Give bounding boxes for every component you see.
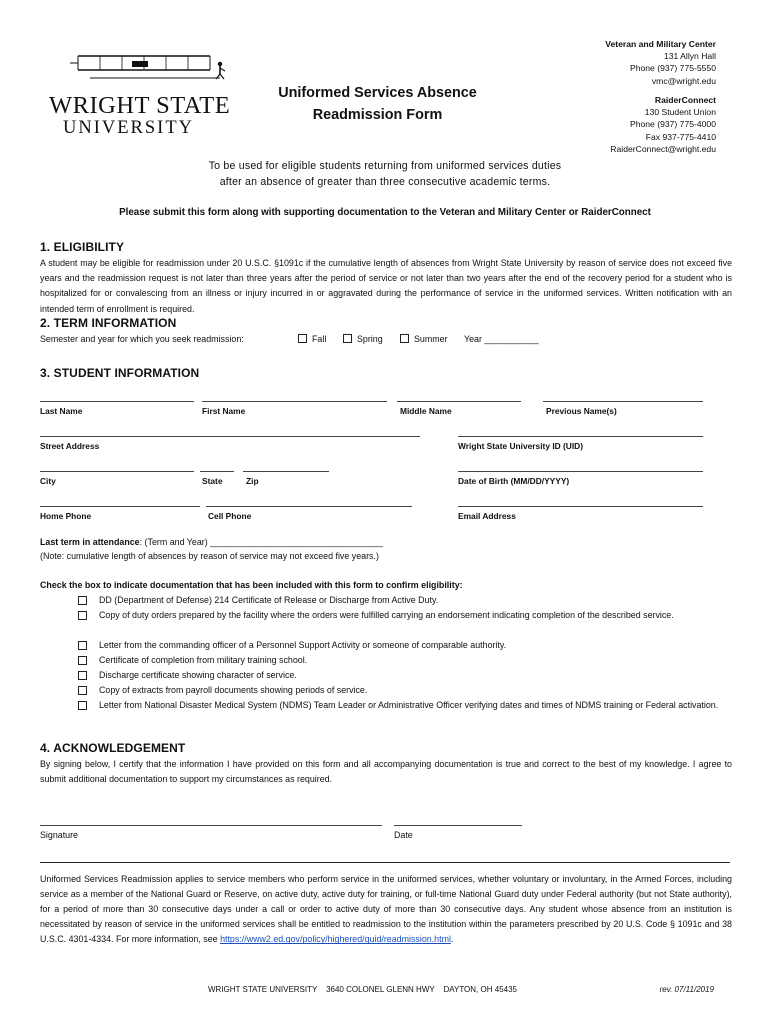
doc-checkbox[interactable] <box>78 671 87 680</box>
term-option-fall[interactable] <box>298 334 326 344</box>
doc-item-label: Letter from the commanding officer of a Personnel Support Activity or someone of comparable authority. <box>99 640 507 650</box>
summer-checkbox[interactable] <box>400 334 409 343</box>
term-prompt: Semester and year for which you seek readmission: <box>40 334 244 344</box>
logo-wordmark-line1: WRIGHT STATE <box>49 92 231 119</box>
cell-phone-line[interactable] <box>206 506 412 507</box>
logo-wordmark-line2: UNIVERSITY <box>63 118 194 138</box>
email-line[interactable] <box>458 506 703 507</box>
eligibility-heading: 1. ELIGIBILITY <box>40 240 125 254</box>
dob-label: Date of Birth (MM/DD/YYYY) <box>458 476 570 486</box>
doc-item-ndms-letter[interactable] <box>75 698 735 713</box>
street-address-label: Street Address <box>40 441 100 451</box>
wright-flyer-icon <box>70 50 250 86</box>
revision-date: rev. 07/11/2019 <box>659 985 714 994</box>
eligibility-text: A student may be eligible for readmission under 20 U.S.C. §1091c if the cumulative length of absences from Wright State University by reason of service does not exceed five years and the readmission request is not later than three years after the period of service or not later than two years after the end of the recovery period for a student who is hospitalized for or convalescing from an illness or injury incurred in or aggravated during the performance of service in the uniformed services. Written notification with an intended term of enrollment is required. <box>40 258 732 314</box>
footer-link-suffix: . <box>450 934 454 945</box>
state-line[interactable] <box>200 471 234 472</box>
state-label: State <box>202 476 223 486</box>
footer-text <box>40 872 732 947</box>
doc-item-label: DD (Department of Defense) 214 Certificate of Release or Discharge from Active Duty. <box>99 595 439 605</box>
acknowledgement-heading: 4. ACKNOWLEDGEMENT <box>40 741 186 755</box>
doc-item-label: Copy of duty orders prepared by the facility where the orders were fulfilled carrying an endorsement indicating completion of the described service. <box>99 610 674 620</box>
doc-checkbox[interactable] <box>78 656 87 665</box>
university-address <box>208 985 517 994</box>
doc-item-label: Certificate of completion from military training school. <box>99 655 308 665</box>
doc-item-discharge-certificate[interactable] <box>75 668 735 683</box>
address-text: WRIGHT STATE UNIVERSITY 3640 COLONEL GLENN HWY DAYTON, OH 45435 <box>208 985 517 994</box>
last-name-line[interactable] <box>40 401 194 402</box>
university-logo <box>40 50 240 140</box>
term-heading: 2. TERM INFORMATION <box>40 316 177 330</box>
doc-checkbox[interactable] <box>78 701 87 710</box>
home-phone-label: Home Phone <box>40 511 92 521</box>
term-option-summer[interactable] <box>400 334 448 344</box>
doc-checkbox[interactable] <box>78 641 87 650</box>
vmc-email[interactable]: vmc@wright.edu <box>651 75 716 86</box>
uid-line[interactable] <box>458 436 703 437</box>
doc-item-dd214[interactable] <box>75 593 735 608</box>
last-term-note: (Note: cumulative length of absences by reason of service may not exceed five years.) <box>40 551 379 561</box>
vmc-name: Veteran and Military Center <box>605 39 716 49</box>
form-title <box>255 82 500 126</box>
doc-item-duty-orders[interactable] <box>75 608 735 623</box>
doc-checkbox[interactable] <box>78 611 87 620</box>
dob-line[interactable] <box>458 471 703 472</box>
middle-name-label: Middle Name <box>400 406 452 416</box>
first-name-line[interactable] <box>202 401 387 402</box>
submit-instruction: Please submit this form along with supporting documentation to the Veteran and Military Center or RaiderConnect <box>119 207 651 218</box>
zip-label: Zip <box>246 476 259 486</box>
city-line[interactable] <box>40 471 194 472</box>
raider-name: RaiderConnect <box>654 95 716 105</box>
last-term-label: Last term in attendance <box>40 537 140 547</box>
readmission-policy-link[interactable]: https://www2.ed.gov/policy/highered/guid/readmission.html <box>220 934 451 945</box>
previous-names-label: Previous Name(s) <box>546 406 617 416</box>
cell-phone-label: Cell Phone <box>208 511 252 521</box>
first-name-label: First Name <box>202 406 246 416</box>
previous-names-line[interactable] <box>543 401 703 402</box>
intro-line2: after an absence of greater than three consecutive academic terms. <box>219 176 551 188</box>
signature-label: Signature <box>40 830 78 840</box>
term-option-spring[interactable] <box>343 334 383 344</box>
zip-line[interactable] <box>243 471 329 472</box>
raider-fax: Fax 937-775-4410 <box>645 131 716 142</box>
raider-email[interactable]: RaiderConnect@wright.edu <box>610 143 716 154</box>
form-title-line1: Uniformed Services Absence <box>278 85 477 101</box>
doc-item-label: Letter from National Disaster Medical System (NDMS) Team Leader or Administrative Officer verifying dates and times of NDMS training or Federal activation. <box>99 700 719 710</box>
doc-item-training-certificate[interactable] <box>75 653 735 668</box>
raider-address: 130 Student Union <box>644 107 716 118</box>
vmc-phone: Phone (937) 775-5550 <box>629 63 716 74</box>
vmc-contact-block <box>605 38 716 87</box>
student-heading: 3. STUDENT INFORMATION <box>40 366 200 380</box>
documentation-heading: Check the box to indicate documentation that has been included with this form to confirm eligibility: <box>40 580 463 590</box>
signature-line[interactable] <box>40 825 382 826</box>
doc-item-label: Discharge certificate showing character of service. <box>99 670 297 680</box>
date-label: Date <box>394 830 413 840</box>
home-phone-line[interactable] <box>40 506 200 507</box>
doc-item-label: Copy of extracts from payroll documents showing periods of service. <box>99 685 368 695</box>
spring-checkbox[interactable] <box>343 334 352 343</box>
date-line[interactable] <box>394 825 522 826</box>
footer-divider <box>40 862 730 863</box>
form-title-line2: Readmission Form <box>312 107 443 123</box>
doc-checkbox[interactable] <box>78 596 87 605</box>
city-label: City <box>40 476 56 486</box>
intro-line1: To be used for eligible students returning from uniformed services duties <box>208 160 562 172</box>
fall-label: Fall <box>312 334 327 344</box>
last-term-blank: : (Term and Year) ___________________________________ <box>139 537 383 547</box>
summer-label: Summer <box>414 334 448 344</box>
doc-item-commanding-officer[interactable] <box>75 638 735 653</box>
last-term-field[interactable] <box>40 537 383 547</box>
doc-checkbox[interactable] <box>78 686 87 695</box>
uid-label: Wright State University ID (UID) <box>458 441 584 451</box>
email-label: Email Address <box>458 511 516 521</box>
fall-checkbox[interactable] <box>298 334 307 343</box>
last-name-label: Last Name <box>40 406 83 416</box>
street-address-line[interactable] <box>40 436 420 437</box>
raider-phone: Phone (937) 775-4000 <box>629 119 716 130</box>
vmc-address: 131 Allyn Hall <box>663 51 716 62</box>
raiderconnect-contact-block <box>610 94 716 155</box>
spring-label: Spring <box>357 334 383 344</box>
doc-item-payroll-extracts[interactable] <box>75 683 735 698</box>
footer-body: Uniformed Services Readmission applies to service members who perform service in the uniformed services, whether voluntary or involuntary, in the Armed Forces, including service as a member of the National Guard or Reserve, on active duty, active duty for training, or full-time National Guard duty under Federal authority (but not State authority), for a period of more than 30 consecutive days under a call or order to active duty of more than 30 consecutive days. Any student whose absence from an institution is necessitated by reason of service in the uniformed services shall be entitled to readmission to the institution within the parameters prescribed by 20 U.S. Code § 1091c and 38 U.S.C. 4301-4334. For more information, see <box>40 874 732 945</box>
intro-text <box>60 158 710 190</box>
acknowledgement-text: By signing below, I certify that the information I have provided on this form and all accompanying documentation is true and correct to the best of my knowledge. I agree to submit additional documentation to support my circumstances as required. <box>40 759 732 784</box>
term-year-field[interactable]: Year ___________ <box>464 334 539 344</box>
middle-name-line[interactable] <box>397 401 521 402</box>
